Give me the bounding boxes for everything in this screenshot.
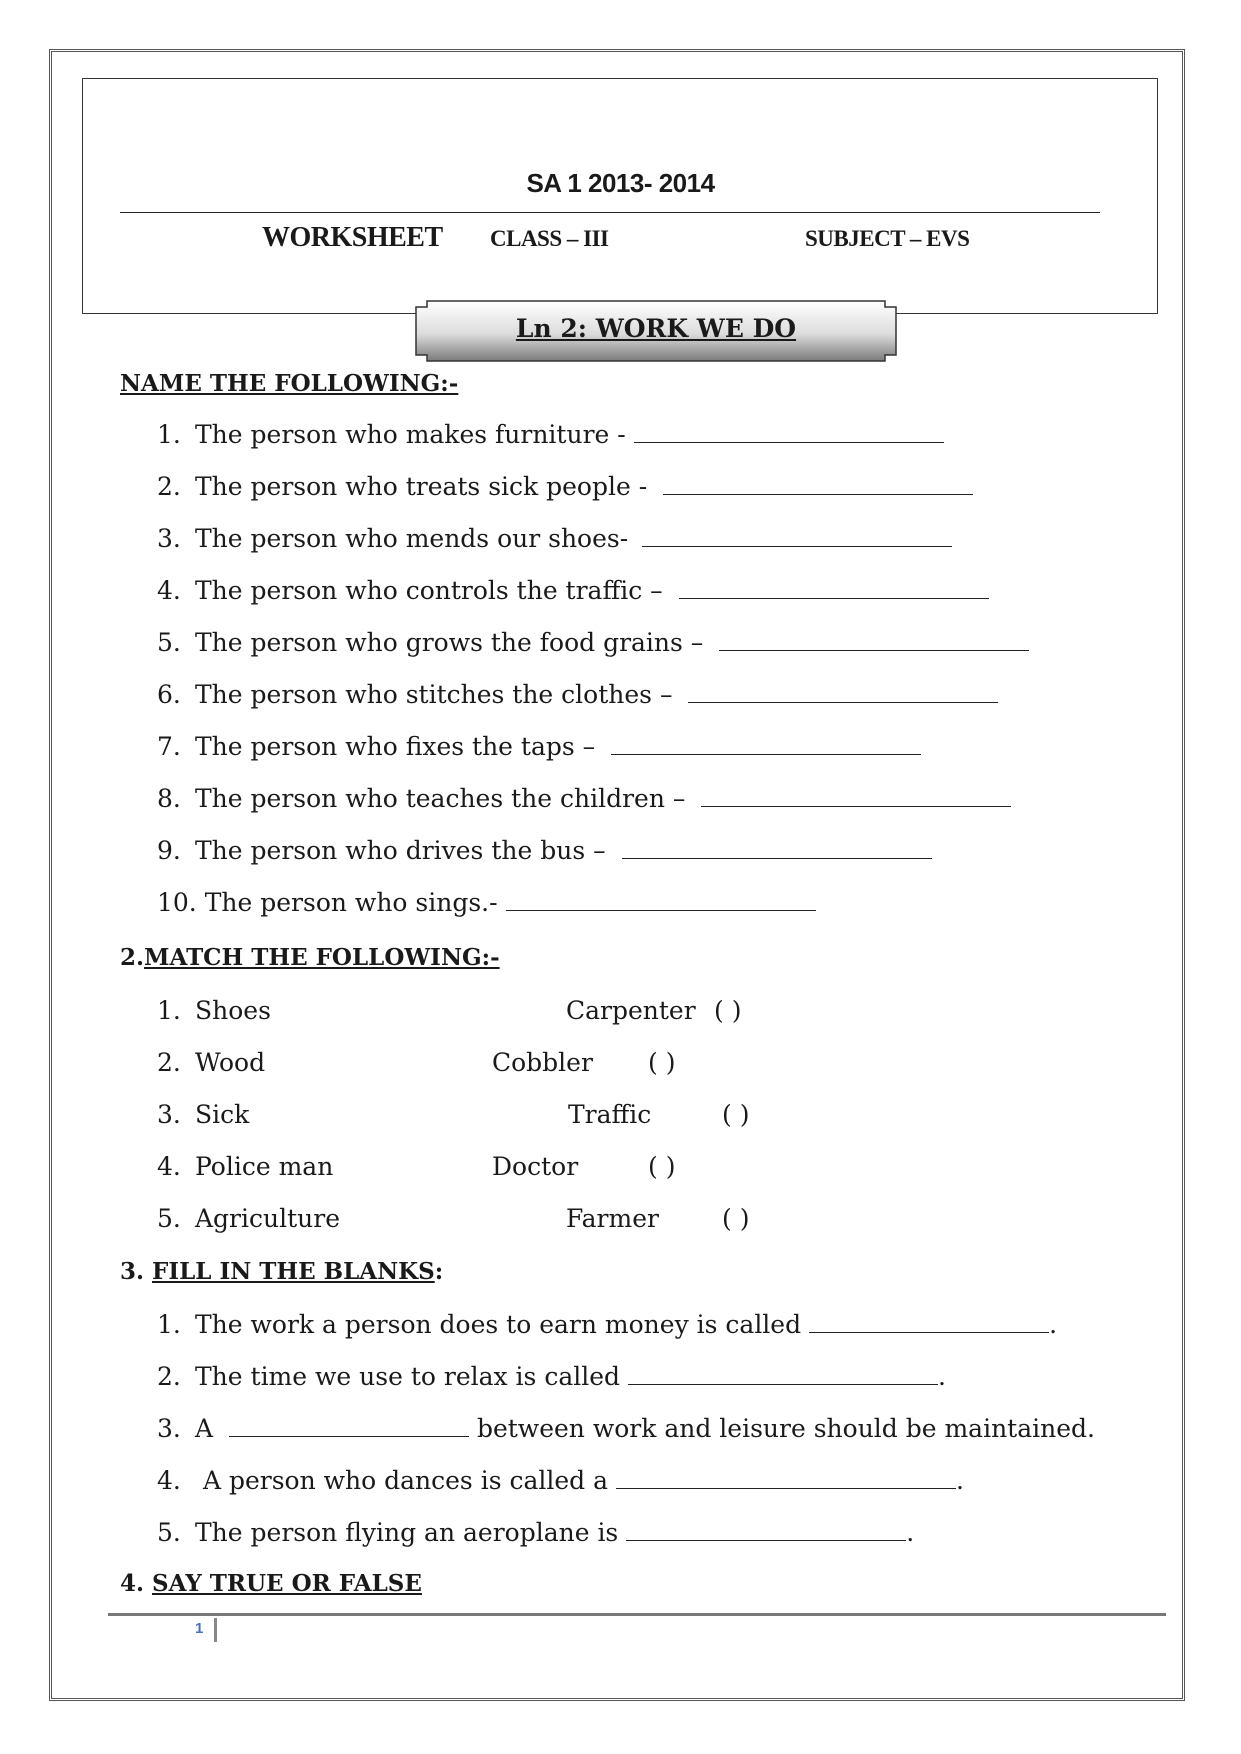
match-left-text: Shoes (195, 996, 271, 1025)
item-text-end: . (1049, 1310, 1058, 1339)
answer-blank[interactable] (229, 1414, 469, 1437)
item-text: The person who drives the bus – (195, 836, 614, 865)
section1-heading (120, 370, 458, 397)
item-number: 2. (157, 1362, 181, 1391)
item-number: 4. (157, 576, 181, 605)
answer-blank[interactable] (642, 524, 952, 547)
section2-prefix: 2. (120, 944, 145, 971)
item-text: The time we use to relax is called (195, 1362, 628, 1391)
match-left (157, 1048, 265, 1077)
section3-heading (120, 1258, 443, 1285)
match-left (157, 996, 271, 1025)
item-number: 10. (157, 888, 197, 917)
match-bracket[interactable]: ( ) (722, 1204, 750, 1233)
lesson-title: Ln 2: WORK WE DO (515, 314, 797, 343)
answer-blank[interactable] (634, 420, 944, 443)
list-item (157, 628, 1029, 657)
match-left-text: Wood (195, 1048, 266, 1077)
item-number: 5. (157, 628, 181, 657)
match-left-text: Sick (195, 1100, 250, 1129)
item-text: The person who controls the traffic – (195, 576, 671, 605)
section4-heading (120, 1570, 422, 1597)
match-right: Carpenter (566, 996, 696, 1025)
item-number: 8. (157, 784, 181, 813)
item-number: 7. (157, 732, 181, 761)
list-item (157, 1518, 914, 1547)
item-text-end: . (937, 1362, 946, 1391)
item-number: 5. (157, 1204, 181, 1233)
item-text: The person who treats sick people - (195, 472, 656, 501)
lesson-banner (415, 300, 897, 362)
item-text: The person who stitches the clothes – (195, 680, 681, 709)
list-item (157, 524, 952, 553)
match-left (157, 1152, 333, 1181)
match-left (157, 1100, 249, 1129)
match-right: Traffic (568, 1100, 652, 1129)
section4-prefix: 4. (120, 1570, 145, 1597)
answer-blank[interactable] (679, 576, 989, 599)
item-number: 4. (157, 1466, 181, 1495)
item-text-end: between work and leisure should be maintained. (469, 1414, 1095, 1443)
section3-heading-text: FILL IN THE BLANKS (152, 1258, 435, 1285)
item-number: 3. (157, 1414, 181, 1443)
match-right: Doctor (492, 1152, 579, 1181)
item-text: The person who makes furniture - (195, 420, 634, 449)
item-number: 1. (157, 420, 181, 449)
list-item (157, 784, 1011, 813)
answer-blank[interactable] (719, 628, 1029, 651)
class-label: CLASS – III (490, 226, 609, 251)
answer-blank[interactable] (611, 732, 921, 755)
item-number: 2. (157, 1048, 181, 1077)
item-number: 4. (157, 1152, 181, 1181)
header-divider (120, 212, 1100, 213)
answer-blank[interactable] (628, 1362, 938, 1385)
section4-heading-text: SAY TRUE OR FALSE (152, 1570, 422, 1597)
list-item (157, 472, 973, 501)
section2-heading-text: MATCH THE FOLLOWING:- (144, 944, 500, 971)
answer-blank[interactable] (701, 784, 1011, 807)
list-item (157, 836, 932, 865)
section1-heading-text: NAME THE FOLLOWING:- (120, 370, 459, 397)
item-number: 5. (157, 1518, 181, 1547)
answer-blank[interactable] (506, 888, 816, 911)
item-number: 3. (157, 1100, 181, 1129)
subject-label: SUBJECT – EVS (805, 226, 970, 251)
footer-divider (108, 1613, 1166, 1616)
list-item (157, 420, 944, 449)
item-number: 2. (157, 472, 181, 501)
item-text: A person who dances is called a (195, 1466, 616, 1495)
item-number: 9. (157, 836, 181, 865)
list-item (157, 1466, 964, 1495)
list-item (157, 732, 921, 761)
worksheet-label: WORKSHEET (262, 222, 443, 253)
item-number: 6. (157, 680, 181, 709)
item-text: The person who sings.- (204, 888, 506, 917)
item-number: 3. (157, 524, 181, 553)
item-number: 1. (157, 996, 181, 1025)
item-text: The person who grows the food grains – (195, 628, 712, 657)
match-right: Cobbler (492, 1048, 593, 1077)
match-left-text: Police man (195, 1152, 334, 1181)
item-text: The work a person does to earn money is called (195, 1310, 810, 1339)
item-text: The person who mends our shoes- (195, 524, 637, 553)
match-bracket[interactable]: ( ) (722, 1100, 750, 1129)
page-number: 1 (195, 1620, 204, 1637)
item-text: The person flying an aeroplane is (195, 1518, 627, 1547)
answer-blank[interactable] (809, 1310, 1049, 1333)
match-right: Farmer (566, 1204, 659, 1233)
answer-blank[interactable] (688, 680, 998, 703)
answer-blank[interactable] (622, 836, 932, 859)
section3-prefix: 3. (120, 1258, 145, 1285)
section3-suffix: : (434, 1258, 444, 1285)
item-text: A (195, 1414, 222, 1443)
section2-heading (120, 944, 500, 971)
list-item (157, 1414, 1095, 1443)
list-item (157, 1362, 946, 1391)
match-left (157, 1204, 340, 1233)
answer-blank[interactable] (626, 1518, 906, 1541)
list-item (157, 680, 998, 709)
match-bracket[interactable]: ( ) (648, 1152, 676, 1181)
item-number: 1. (157, 1310, 181, 1339)
exam-title: SA 1 2013- 2014 (526, 168, 715, 198)
answer-blank[interactable] (616, 1466, 956, 1489)
list-item (157, 576, 989, 605)
page-number-bar (214, 1618, 217, 1642)
item-text-end: . (955, 1466, 964, 1495)
match-bracket[interactable]: ( ) (648, 1048, 676, 1077)
list-item (157, 888, 816, 917)
match-bracket[interactable]: ( ) (714, 996, 742, 1025)
match-left-text: Agriculture (195, 1204, 340, 1233)
item-text: The person who teaches the children – (195, 784, 694, 813)
item-text-end: . (906, 1518, 915, 1547)
list-item (157, 1310, 1057, 1339)
item-text: The person who fixes the taps – (195, 732, 604, 761)
answer-blank[interactable] (663, 472, 973, 495)
